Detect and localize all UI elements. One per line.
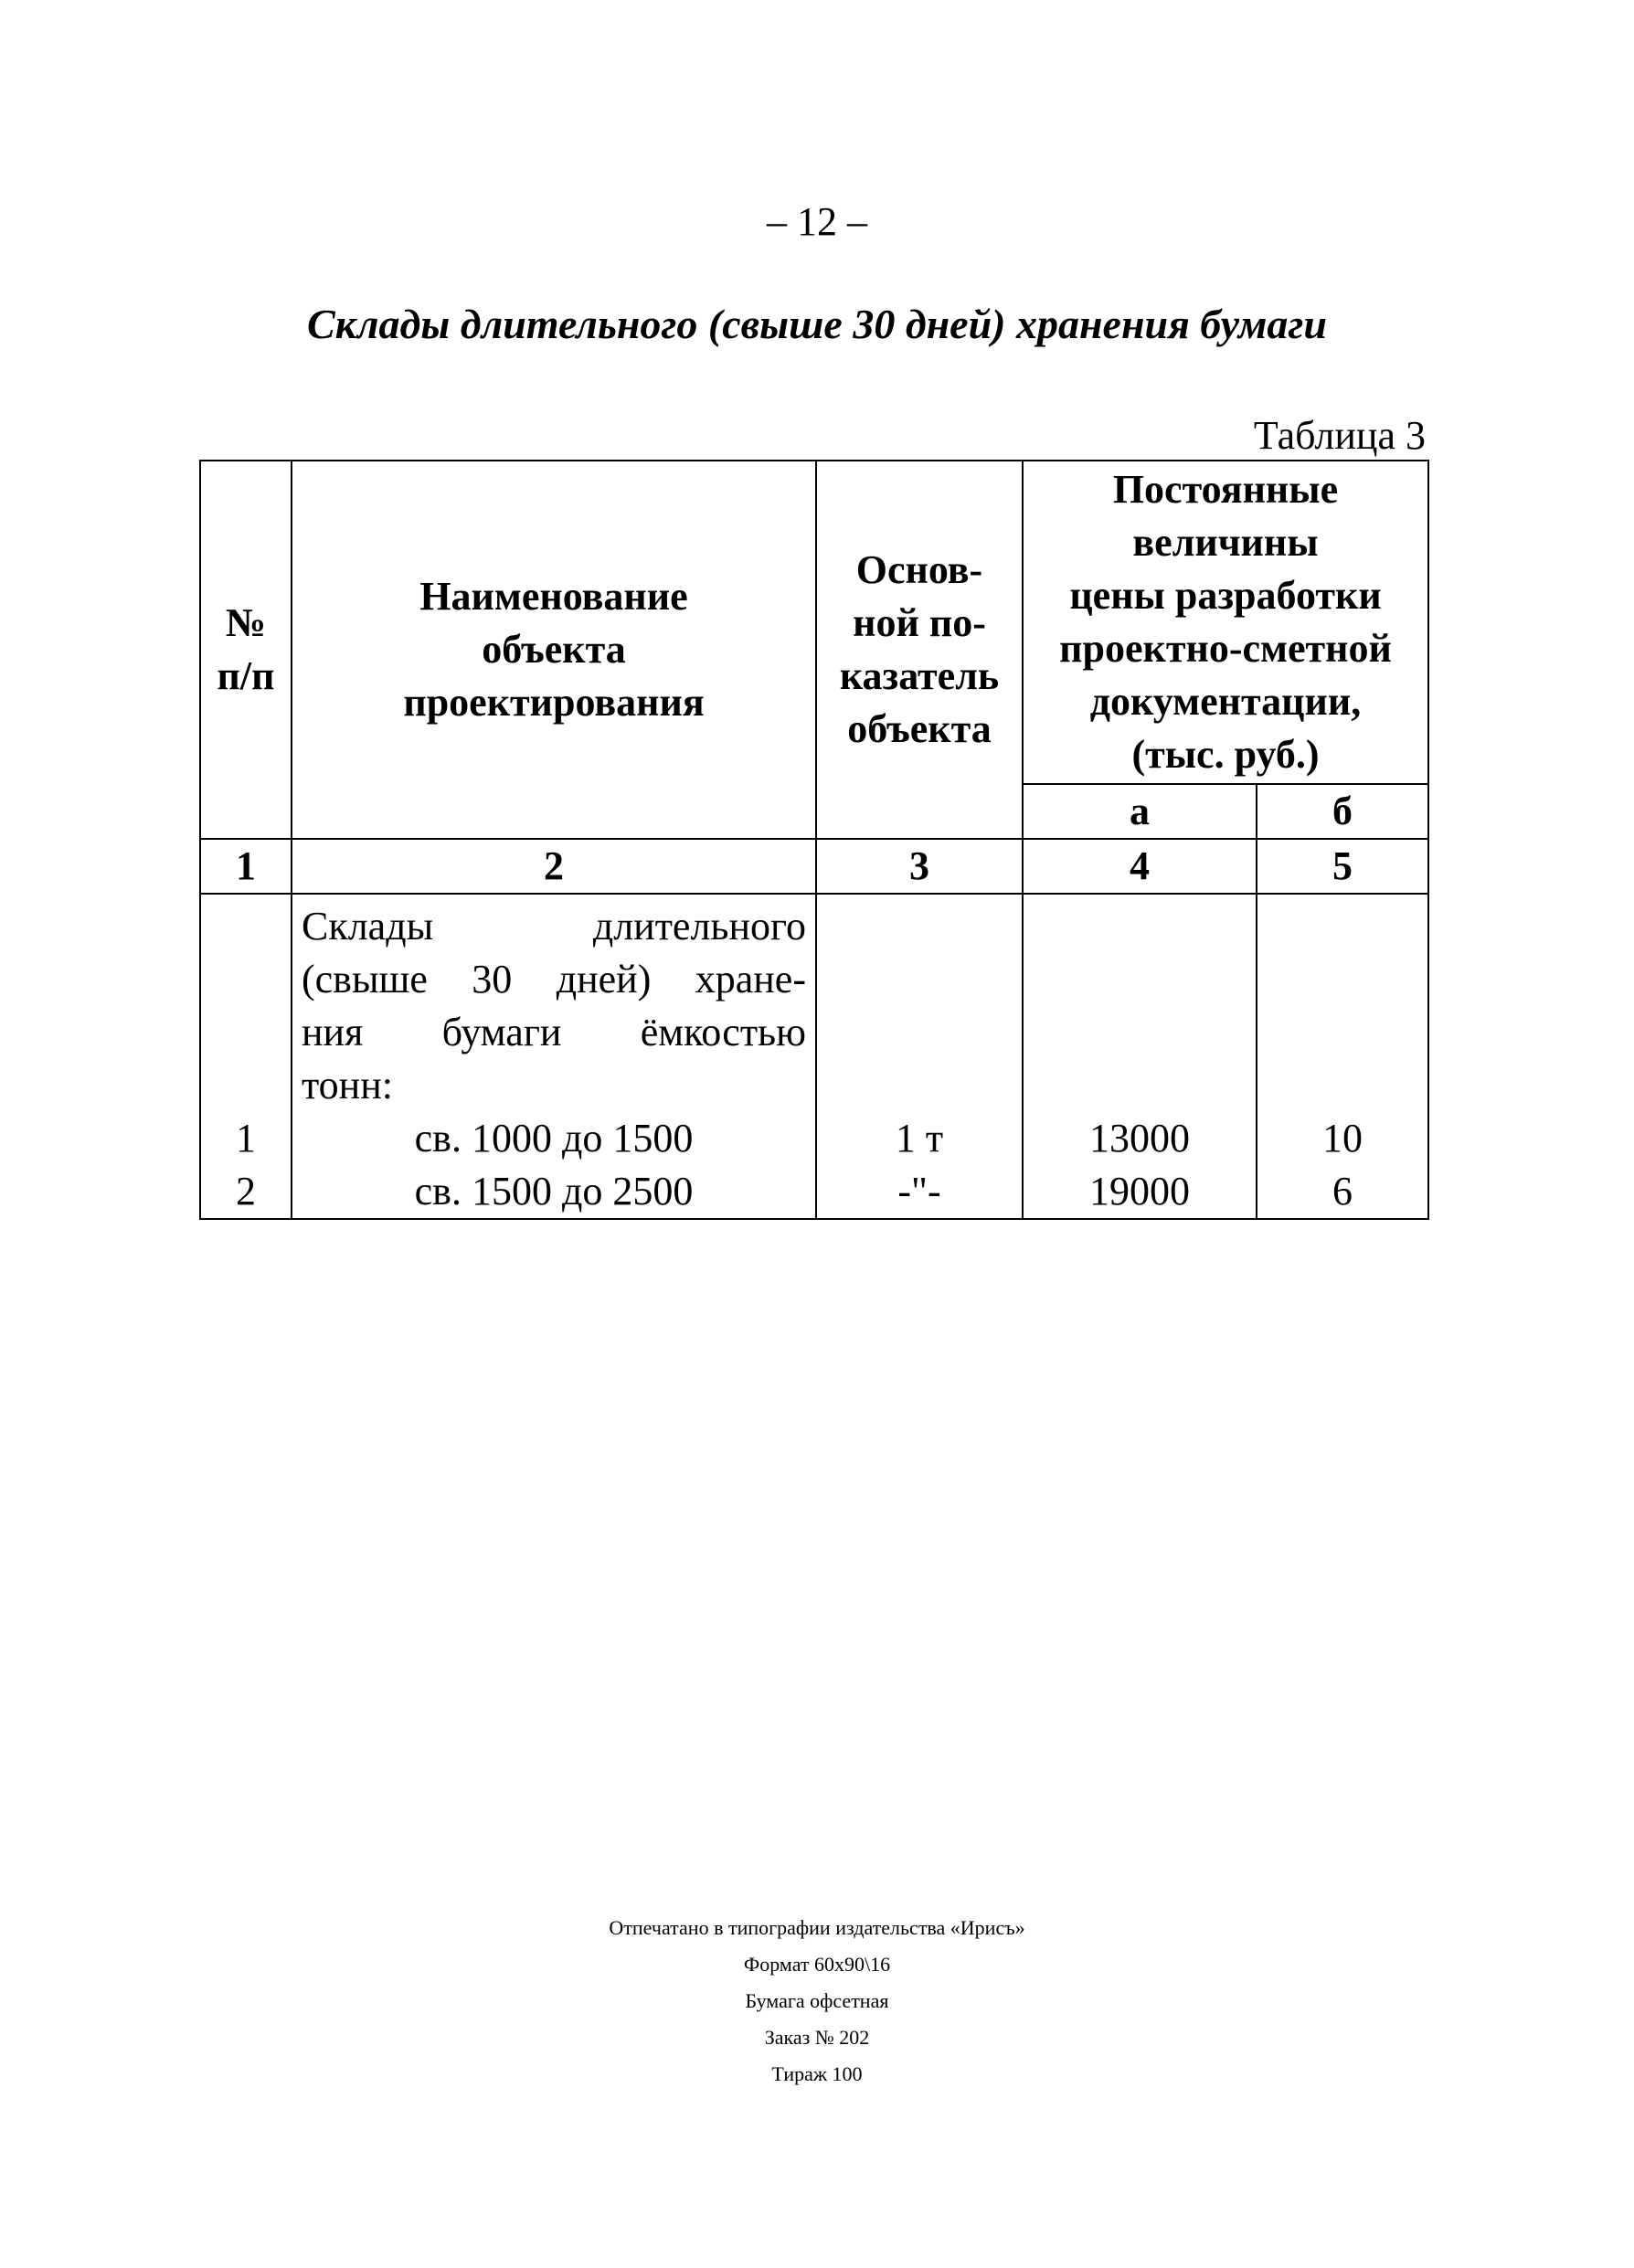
row-value-a: 19000	[1089, 1169, 1190, 1213]
print-imprint	[0, 1910, 1634, 2093]
group-description-line: ния бумаги ёмкостью	[302, 1010, 806, 1055]
table-caption: Таблица 3	[1253, 413, 1426, 458]
indicator-cell	[816, 894, 1023, 1219]
row-name: св. 1500 до 2500	[414, 1169, 694, 1213]
page-number: – 12 –	[767, 199, 867, 244]
column-number: 3	[816, 839, 1023, 894]
row-number: 1	[236, 1116, 256, 1160]
document-title: Склады длительного (свыше 30 дней) хранения бумаги	[307, 301, 1327, 347]
cost-table	[199, 460, 1429, 1220]
value-b-cell	[1257, 894, 1428, 1219]
header-name: Наименование объекта проектирования	[292, 461, 816, 839]
column-number: 1	[200, 839, 292, 894]
row-indicator: -"-	[897, 1169, 941, 1213]
header-sub-b: б	[1257, 784, 1428, 839]
imprint-line: Заказ № 202	[764, 2026, 870, 2049]
header-indicator: Основ- ной по- казатель объекта	[816, 461, 1023, 839]
table-body-row	[200, 894, 1428, 1219]
row-number: 2	[236, 1169, 256, 1213]
header-constants: Постоянные величины цены разработки проектно-сметной документации, (тыс. руб.)	[1023, 461, 1428, 784]
row-name: св. 1000 до 1500	[414, 1116, 694, 1160]
row-value-a: 13000	[1089, 1116, 1190, 1160]
imprint-line: Отпечатано в типографии издательства «Ирисъ»	[609, 1916, 1025, 1939]
name-cell	[292, 894, 816, 1219]
imprint-line: Бумага офсетная	[745, 1989, 889, 2012]
column-number: 5	[1257, 839, 1428, 894]
header-num: № п/п	[200, 461, 292, 839]
column-number-row	[200, 839, 1428, 894]
row-indicator: 1 т	[895, 1116, 944, 1160]
row-numbers	[200, 894, 292, 1219]
group-description-line: тонн:	[302, 1063, 393, 1108]
table-header-row	[200, 461, 1428, 784]
column-number: 4	[1023, 839, 1257, 894]
header-sub-a: а	[1023, 784, 1257, 839]
column-number: 2	[292, 839, 816, 894]
imprint-line: Формат 60х90\16	[743, 1953, 891, 1976]
row-value-b: 6	[1332, 1169, 1353, 1213]
value-a-cell	[1023, 894, 1257, 1219]
group-description-line: Склады длительного	[302, 904, 806, 949]
group-description-line: (свыше 30 дней) хране-	[302, 957, 806, 1002]
imprint-line: Тираж 100	[771, 2062, 863, 2085]
row-value-b: 10	[1322, 1116, 1363, 1160]
